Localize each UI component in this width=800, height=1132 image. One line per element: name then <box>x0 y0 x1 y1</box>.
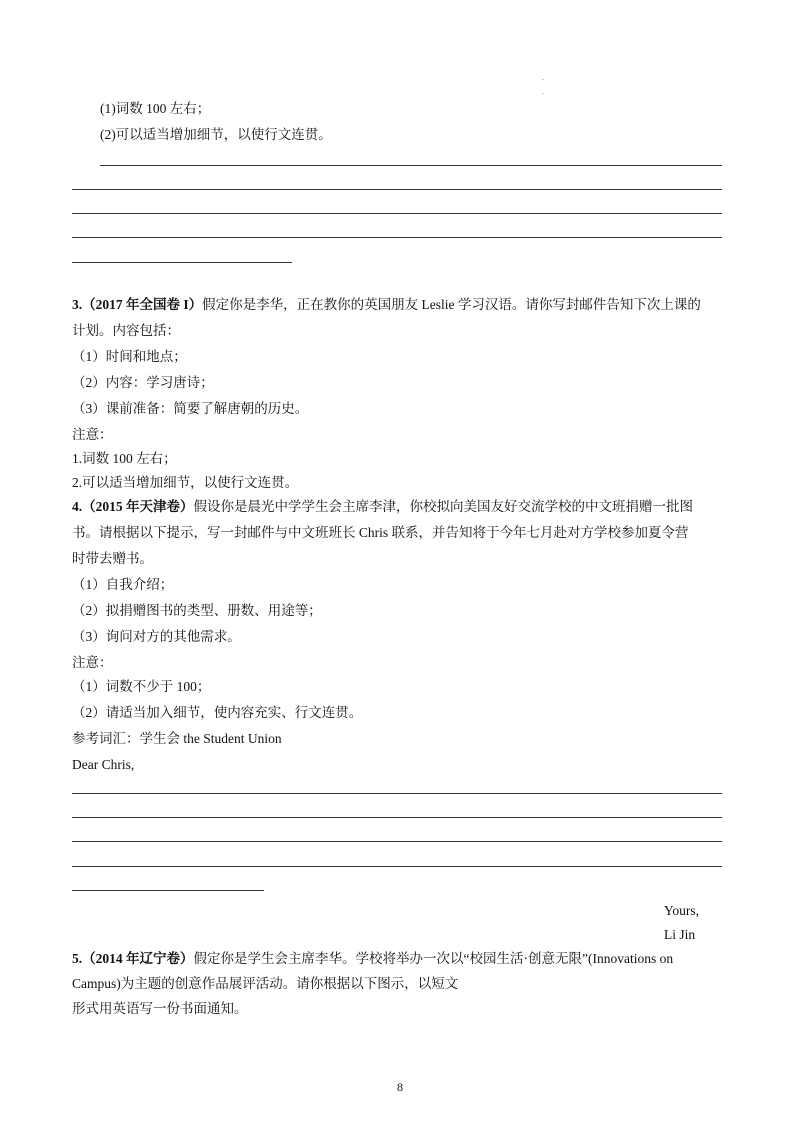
answer-line <box>72 793 722 794</box>
question-4-prompt: 4.（2015 年天津卷）假设你是晨光中学学生会主席李津，你校拟向美国友好交流学校的中文班捐赠一批图 <box>72 499 693 514</box>
letter-greeting: Dear Chris, <box>72 757 135 772</box>
question-text: 书。请根据以下提示，写一封邮件与中文班班长 Chris 联系，并告知将于今年七月赴对方学校参加夏令营 <box>72 525 689 540</box>
note-label: 注意： <box>72 427 113 442</box>
question-number: 3. <box>72 297 83 312</box>
answer-line <box>72 262 292 263</box>
list-item: （2）内容：学习唐诗； <box>72 375 214 390</box>
answer-line <box>72 841 722 842</box>
question-number: 5. <box>72 951 83 966</box>
note-line: （2）请适当加入细节，使内容充实、行文连贯。 <box>72 705 363 720</box>
answer-line <box>72 866 722 867</box>
question-number: 4. <box>72 499 83 514</box>
list-item: （3）询问对方的其他需求。 <box>72 629 241 644</box>
list-item: （1）自我介绍； <box>72 577 174 592</box>
note-line: 1.词数 100 左右； <box>72 451 177 466</box>
page-number: 8 <box>397 1080 403 1094</box>
question-3-prompt: 3.（2017 年全国卷 I）假定你是李华，正在教你的英国朋友 Leslie 学习汉语。请你写封邮件告知下次上课的 <box>72 297 701 312</box>
question-source: （2017 年全国卷 I） <box>82 297 203 312</box>
question-text: 形式用英语写一份书面通知。 <box>72 1001 248 1016</box>
vocab-hint: 参考词汇：学生会 the Student Union <box>72 731 282 746</box>
answer-line <box>100 165 722 166</box>
list-item: （3）课前准备：简要了解唐朝的历史。 <box>72 401 309 416</box>
question-5-prompt: 5.（2014 年辽宁卷）假定你是学生会主席李华。学校将举办一次以“校园生活·创意无限”(Innovations on <box>72 951 674 966</box>
question-text: 时带去赠书。 <box>72 551 153 566</box>
scan-mark: . <box>542 73 544 82</box>
note-line: (2)可以适当增加细节，以使行文连贯。 <box>100 127 332 142</box>
question-source: （2014 年辽宁卷） <box>82 951 194 966</box>
question-text: 计划。内容包括： <box>72 323 180 338</box>
letter-closing: Yours, <box>664 903 700 918</box>
note-line: （1）词数不少于 100； <box>72 679 211 694</box>
note-line: 2.可以适当增加细节，以使行文连贯。 <box>72 475 299 490</box>
answer-line <box>72 890 264 891</box>
question-text: Campus)为主题的创意作品展评活动。请你根据以下图示，以短文 <box>72 976 459 991</box>
letter-signature: Li Jin <box>664 927 696 942</box>
answer-line <box>72 189 722 190</box>
note-label: 注意： <box>72 655 113 670</box>
question-source: （2015 年天津卷） <box>82 499 194 514</box>
answer-line <box>72 237 722 238</box>
note-line: (1)词数 100 左右； <box>100 101 211 116</box>
answer-line <box>72 817 722 818</box>
list-item: （2）拟捐赠图书的类型、册数、用途等； <box>72 603 322 618</box>
scan-mark: . <box>542 87 544 96</box>
list-item: （1）时间和地点； <box>72 349 187 364</box>
answer-line <box>72 213 722 214</box>
